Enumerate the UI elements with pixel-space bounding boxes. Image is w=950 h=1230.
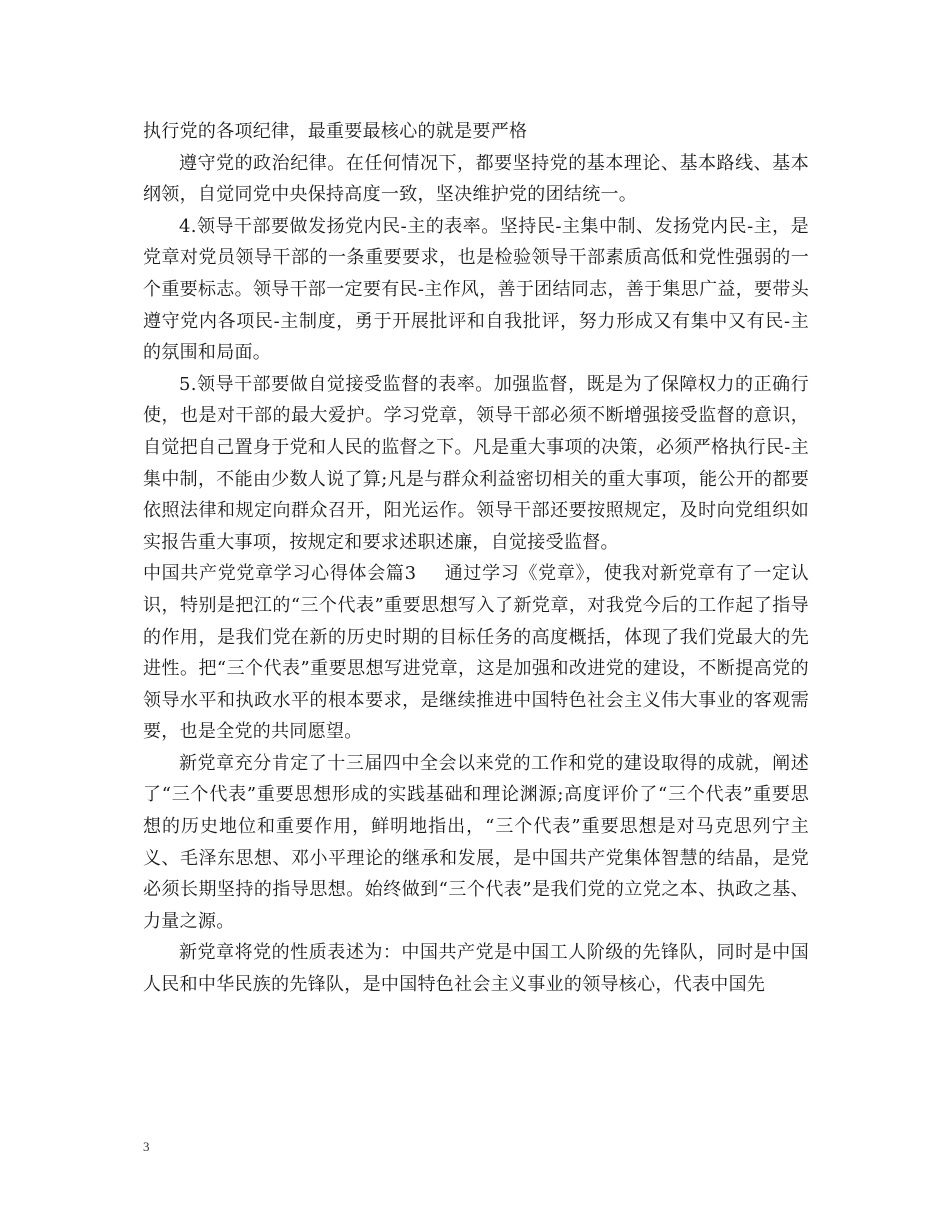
paragraph-2: 遵守党的政治纪律。在任何情况下，都要坚持党的基本理论、基本路线、基本纲领，自觉同党中央保持高度一致，坚决维护党的团结统一。 — [143, 152, 809, 206]
section-heading: 中国共产党党章学习心得体会篇3 — [143, 563, 417, 585]
document-body — [143, 116, 809, 1001]
paragraph-6: 新党章充分肯定了十三届四中全会以来党的工作和党的建设取得的成就，阐述了“三个代表”重要思想形成的实践基础和理论渊源;高度评价了“三个代表”重要思想的历史地位和重要作用，鲜明地指出，“三个代表”重要思想是对马克思列宁主义、毛泽东思想、邓小平理论的继承和发展，是中国共产党集体智慧的结晶，是党必须长期坚持的指导思想。始终做到“三个代表”是我们党的立党之本、执政之基、力量之源。 — [143, 752, 809, 932]
paragraph-1: 执行党的各项纪律，最重要最核心的就是要严格 — [143, 121, 528, 142]
paragraph-5-text: 通过学习《党章》，使我对新党章有了一定认识，特别是把江的“三个代表”重要思想写入了新党章，对我党今后的工作起了指导的作用，是我们党在新的历史时期的目标任务的高度概括，体现了我们党最大的先进性。把“三个代表”重要思想写进党章，这是加强和改进党的建设，不断提高党的领导水平和执政水平的根本要求，是继续推进中国特色社会主义伟大事业的客观需要，也是全党的共同愿望。 — [143, 563, 810, 743]
page-number: 3 — [143, 1139, 150, 1154]
paragraph-4: 5.领导干部要做自觉接受监督的表率。加强监督，既是为了保障权力的正确行使，也是对干部的最大爱护。学习党章，领导干部必须不断增强接受监督的意识，自觉把自己置身于党和人民的监督之下。凡是重大事项的决策，必须严格执行民-主集中制，不能由少数人说了算;凡是与群众利益密切相关的重大事项，能公开的都要依照法律和规定向群众召开，阳光运作。领导干部还要按照规定，及时向党组织如实报告重大事项，按规定和要求述职述廉，自觉接受监督。 — [143, 373, 809, 553]
paragraph-5 — [143, 558, 809, 748]
paragraph-7: 新党章将党的性质表述为：中国共产党是中国工人阶级的先锋队，同时是中国人民和中华民族的先锋队，是中国特色社会主义事业的领导核心，代表中国先 — [143, 942, 809, 996]
paragraph-3: 4.领导干部要做发扬党内民-主的表率。坚持民-主集中制、发扬党内民-主，是党章对党员领导干部的一条重要要求，也是检验领导干部素质高低和党性强弱的一个重要标志。领导干部一定要有民-主作风，善于团结同志，善于集思广益，要带头遵守党内各项民-主制度，勇于开展批评和自我批评，努力形成又有集中又有民-主的氛围和局面。 — [143, 215, 809, 364]
